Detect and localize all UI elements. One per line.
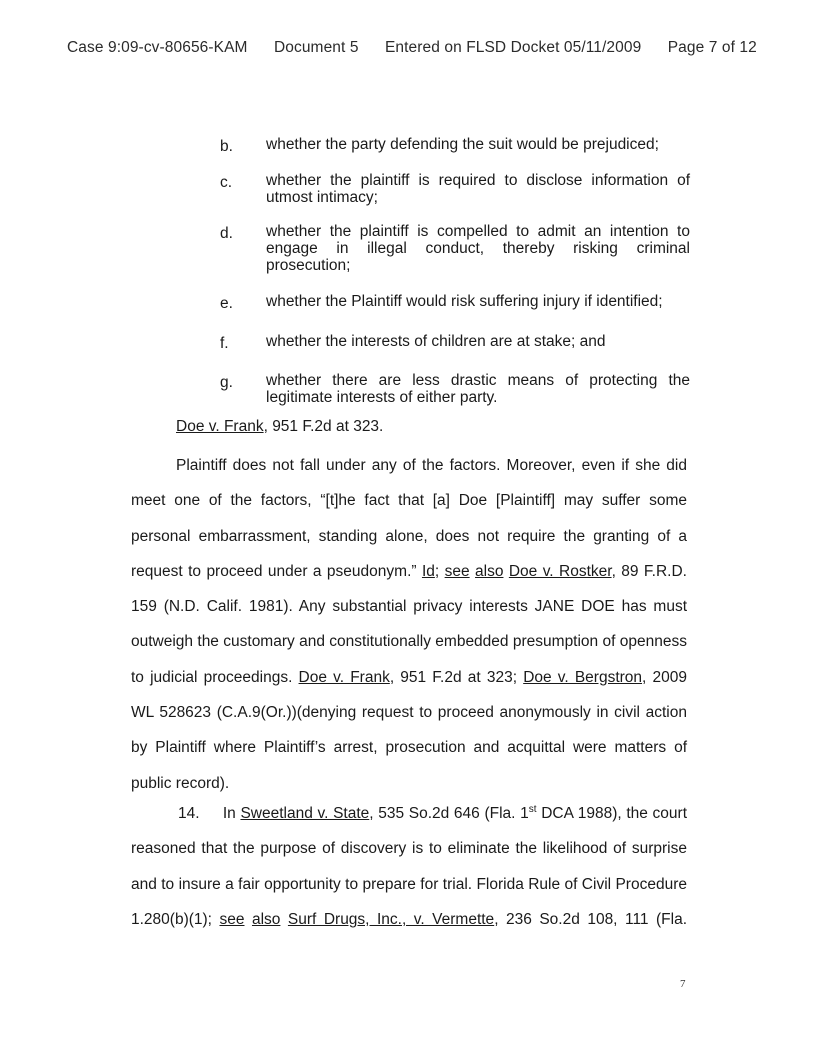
citation-id: Id [421, 562, 435, 580]
factor-letter: f. [220, 335, 229, 352]
header-docket-entry: Entered on FLSD Docket 05/11/2009 [384, 39, 642, 56]
factor-item-g [220, 372, 690, 406]
ordinal-suffix: st [528, 803, 537, 815]
factor-text: whether the plaintiff is required to disclose information of utmost intimacy; [266, 172, 690, 206]
case-name: Surf Drugs, Inc., v. Vermette [287, 910, 495, 928]
factor-text: whether there are less drastic means of protecting the legitimate interests of either party. [266, 372, 690, 406]
text-run: 1.280(b)(1); [131, 910, 220, 928]
text-run: , 535 So.2d 646 (Fla. 1 [369, 805, 529, 822]
factor-text: whether the plaintiff is compelled to admit an intention to engage in illegal conduct, thereby risking criminal prosecution; [266, 223, 690, 274]
text-run: , 236 So.2d 108, 111 (Fla. [494, 910, 688, 928]
text-line: and to insure a fair opportunity to prepare for trial. Florida Rule of Civil Procedure [131, 875, 687, 893]
text-run: , 2009 [642, 668, 687, 686]
text-line [131, 660, 687, 695]
text-line: outweigh the customary and constitutionally embedded presumption of openness [131, 633, 687, 651]
paragraph-14 [131, 796, 687, 937]
signal-see: see [219, 910, 245, 928]
text-run [244, 911, 252, 928]
case-name: Doe v. Bergstron [523, 668, 643, 686]
text-line [131, 554, 687, 589]
docket-header [67, 39, 757, 57]
case-name: Sweetland v. State [240, 805, 370, 822]
factor-item-b [220, 136, 690, 155]
citation-rest: , 951 F.2d at 323. [263, 418, 384, 435]
case-name: Doe v. Rostker [508, 562, 612, 580]
factor-list [220, 136, 690, 424]
factor-item-e [220, 293, 690, 312]
signal-also: also [475, 562, 504, 580]
text-run: DCA 1988), the court [536, 805, 687, 822]
citation-doe-v-frank [176, 418, 383, 436]
text-line: meet one of the factors, “[t]he fact that [a] Doe [Plaintiff] may suffer some [131, 492, 687, 510]
signal-see: see [444, 562, 470, 580]
factor-letter: b. [220, 138, 233, 155]
text-run: to judicial proceedings. [131, 668, 299, 686]
text-line: Plaintiff does not fall under any of the factors. Moreover, even if she did [176, 457, 687, 474]
factor-letter: e. [220, 295, 233, 312]
page-number: 7 [680, 978, 686, 990]
text-line: personal embarrassment, standing alone, does not require the granting of a [131, 527, 687, 545]
case-name: Doe v. Frank [176, 418, 264, 435]
factor-text: whether the interests of children are at stake; and [266, 333, 606, 350]
header-page-count: Page 7 of 12 [667, 39, 757, 56]
text-run: , 951 F.2d at 323; [389, 668, 524, 686]
factor-item-d [220, 223, 690, 274]
text-run: ; [434, 562, 445, 580]
text-run [280, 911, 288, 928]
text-line: by Plaintiff where Plaintiff’s arrest, prosecution and acquittal were matters of [131, 739, 687, 757]
text-line: reasoned that the purpose of discovery is to eliminate the likelihood of surprise [131, 840, 687, 858]
paragraph-factors-analysis [131, 448, 687, 801]
text-line [131, 902, 687, 937]
factor-letter: d. [220, 225, 233, 242]
text-line: public record). [131, 774, 230, 792]
text-line [131, 796, 687, 831]
text-run: In [222, 805, 241, 822]
header-case-number: Case 9:09-cv-80656-KAM [67, 39, 248, 56]
factor-letter: c. [220, 174, 233, 191]
signal-also: also [251, 910, 281, 928]
paragraph-number: 14. [178, 805, 200, 822]
factor-letter: g. [220, 374, 233, 391]
factor-text: whether the Plaintiff would risk suffering injury if identified; [266, 293, 663, 310]
text-line: 159 (N.D. Calif. 1981). Any substantial privacy interests JANE DOE has must [131, 598, 687, 616]
text-line: WL 528623 (C.A.9(Or.))(denying request to proceed anonymously in civil action [131, 704, 687, 722]
text-run: , 89 F.R.D. [611, 562, 687, 580]
case-name: Doe v. Frank [298, 668, 390, 686]
header-document-number: Document 5 [273, 39, 359, 56]
factor-text: whether the party defending the suit would be prejudiced; [266, 136, 659, 153]
factor-item-f [220, 333, 690, 352]
text-run: request to proceed under a pseudonym.” [131, 562, 422, 580]
factor-item-c [220, 172, 690, 206]
